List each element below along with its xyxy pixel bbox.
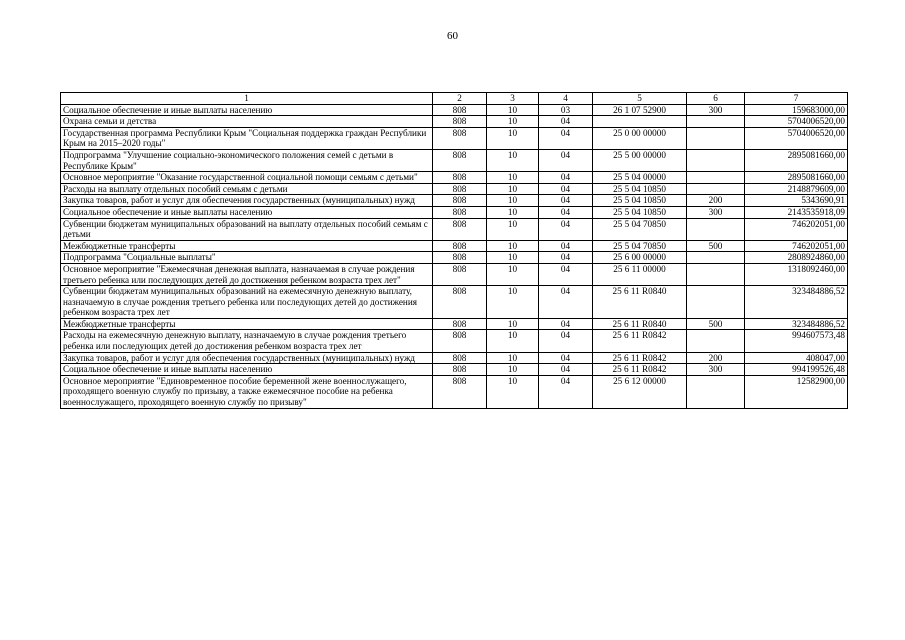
row-target-article: 26 1 07 52900 (593, 104, 687, 116)
header-col-4: 4 (539, 93, 593, 105)
row-amount: 1318092460,00 (745, 263, 848, 285)
row-target-article: 25 5 04 10850 (593, 195, 687, 207)
row-section-code: 10 (487, 375, 539, 408)
table-row (61, 318, 848, 330)
table-row (61, 330, 848, 352)
table-row (61, 183, 848, 195)
row-name: Государственная программа Республики Крым "Социальная поддержка граждан Республики Крым на 2015–2020 годы" (61, 127, 433, 149)
row-amount: 994607573,48 (745, 330, 848, 352)
row-expense-type: 200 (687, 195, 745, 207)
row-name: Расходы на выплату отдельных пособий семьям с детьми (61, 183, 433, 195)
row-target-article: 25 5 04 10850 (593, 206, 687, 218)
table-row (61, 172, 848, 184)
row-grbs-code: 808 (433, 149, 487, 171)
row-amount: 5343690,91 (745, 195, 848, 207)
table-row (61, 286, 848, 319)
row-section-code: 10 (487, 364, 539, 376)
table-row (61, 263, 848, 285)
row-amount: 746202051,00 (745, 240, 848, 252)
row-expense-type (687, 263, 745, 285)
row-subsection-code: 03 (539, 104, 593, 116)
row-target-article: 25 5 04 00000 (593, 172, 687, 184)
row-subsection-code: 04 (539, 330, 593, 352)
row-subsection-code: 04 (539, 240, 593, 252)
header-col-6: 6 (687, 93, 745, 105)
table-row (61, 352, 848, 364)
row-section-code: 10 (487, 172, 539, 184)
row-subsection-code: 04 (539, 206, 593, 218)
table-row (61, 252, 848, 264)
row-target-article (593, 116, 687, 128)
row-target-article: 25 6 11 R0840 (593, 318, 687, 330)
table-row (61, 218, 848, 240)
row-amount: 2143535918,09 (745, 206, 848, 218)
row-section-code: 10 (487, 104, 539, 116)
row-expense-type (687, 116, 745, 128)
header-col-5: 5 (593, 93, 687, 105)
row-subsection-code: 04 (539, 318, 593, 330)
row-grbs-code: 808 (433, 318, 487, 330)
table-row (61, 195, 848, 207)
row-subsection-code: 04 (539, 286, 593, 319)
row-name: Охрана семьи и детства (61, 116, 433, 128)
row-subsection-code: 04 (539, 116, 593, 128)
row-name: Закупка товаров, работ и услуг для обеспечения государственных (муниципальных) нужд (61, 352, 433, 364)
row-name: Подпрограмма "Улучшение социально-экономического положения семей с детьми в Республике Крым" (61, 149, 433, 171)
row-subsection-code: 04 (539, 172, 593, 184)
row-name: Социальное обеспечение и иные выплаты населению (61, 104, 433, 116)
header-col-1: 1 (61, 93, 433, 105)
row-grbs-code: 808 (433, 364, 487, 376)
row-grbs-code: 808 (433, 183, 487, 195)
row-section-code: 10 (487, 352, 539, 364)
row-amount: 2808924860,00 (745, 252, 848, 264)
row-name: Субвенции бюджетам муниципальных образований на выплату отдельных пособий семьям с детьми (61, 218, 433, 240)
row-expense-type: 300 (687, 206, 745, 218)
row-name: Закупка товаров, работ и услуг для обеспечения государственных (муниципальных) нужд (61, 195, 433, 207)
row-section-code: 10 (487, 240, 539, 252)
row-expense-type (687, 183, 745, 195)
row-grbs-code: 808 (433, 375, 487, 408)
row-name: Подпрограмма "Социальные выплаты" (61, 252, 433, 264)
row-amount: 323484886,52 (745, 318, 848, 330)
table-row (61, 116, 848, 128)
row-name: Социальное обеспечение и иные выплаты населению (61, 364, 433, 376)
budget-table (60, 92, 848, 409)
row-amount: 323484886,52 (745, 286, 848, 319)
row-grbs-code: 808 (433, 206, 487, 218)
row-amount: 159683000,00 (745, 104, 848, 116)
row-grbs-code: 808 (433, 352, 487, 364)
row-expense-type (687, 218, 745, 240)
row-section-code: 10 (487, 127, 539, 149)
header-col-2: 2 (433, 93, 487, 105)
row-grbs-code: 808 (433, 127, 487, 149)
row-target-article: 25 6 00 00000 (593, 252, 687, 264)
header-col-7: 7 (745, 93, 848, 105)
row-section-code: 10 (487, 263, 539, 285)
row-grbs-code: 808 (433, 286, 487, 319)
row-section-code: 10 (487, 330, 539, 352)
page-number: 60 (447, 30, 458, 42)
row-target-article: 25 6 12 00000 (593, 375, 687, 408)
row-amount: 2895081660,00 (745, 172, 848, 184)
table-body (61, 104, 848, 408)
row-name: Межбюджетные трансферты (61, 318, 433, 330)
row-target-article: 25 6 11 R0842 (593, 352, 687, 364)
row-subsection-code: 04 (539, 364, 593, 376)
row-amount: 2148879609,00 (745, 183, 848, 195)
row-amount: 408047,00 (745, 352, 848, 364)
row-expense-type: 300 (687, 104, 745, 116)
row-section-code: 10 (487, 218, 539, 240)
row-section-code: 10 (487, 206, 539, 218)
row-grbs-code: 808 (433, 116, 487, 128)
row-expense-type (687, 172, 745, 184)
row-amount: 746202051,00 (745, 218, 848, 240)
row-subsection-code: 04 (539, 352, 593, 364)
row-expense-type (687, 330, 745, 352)
row-grbs-code: 808 (433, 195, 487, 207)
row-expense-type: 500 (687, 318, 745, 330)
row-subsection-code: 04 (539, 218, 593, 240)
row-target-article: 25 6 11 R0842 (593, 364, 687, 376)
row-grbs-code: 808 (433, 104, 487, 116)
row-expense-type (687, 286, 745, 319)
table-row (61, 149, 848, 171)
row-name: Субвенции бюджетам муниципальных образований на ежемесячную денежную выплату, назначаемую в случае рождения третьего ребенка или последующих детей до достижения ребенком возраста трех лет (61, 286, 433, 319)
row-amount: 5704006520,00 (745, 116, 848, 128)
row-name: Основное мероприятие "Ежемесячная денежная выплата, назначаемая в случае рождения третьего ребенка или последующих детей до достижения ребенком возраста трех лет" (61, 263, 433, 285)
row-name: Основное мероприятие "Оказание государственной социальной помощи семьям с детьми" (61, 172, 433, 184)
table-row (61, 127, 848, 149)
row-name: Социальное обеспечение и иные выплаты населению (61, 206, 433, 218)
row-name: Основное мероприятие "Единовременное пособие беременной жене военнослужащего, проходящего военную службу по призыву, а также ежемесячное пособие на ребенка военнослужащего, проходящего военную службу по призыву" (61, 375, 433, 408)
row-expense-type: 500 (687, 240, 745, 252)
row-expense-type: 300 (687, 364, 745, 376)
row-amount: 12582900,00 (745, 375, 848, 408)
row-subsection-code: 04 (539, 127, 593, 149)
row-section-code: 10 (487, 318, 539, 330)
row-name: Межбюджетные трансферты (61, 240, 433, 252)
table-header-row (61, 93, 848, 105)
table-row (61, 206, 848, 218)
row-grbs-code: 808 (433, 172, 487, 184)
row-grbs-code: 808 (433, 252, 487, 264)
row-subsection-code: 04 (539, 195, 593, 207)
header-col-3: 3 (487, 93, 539, 105)
row-target-article: 25 6 11 R0840 (593, 286, 687, 319)
row-section-code: 10 (487, 286, 539, 319)
row-grbs-code: 808 (433, 330, 487, 352)
row-section-code: 10 (487, 116, 539, 128)
row-grbs-code: 808 (433, 263, 487, 285)
row-section-code: 10 (487, 149, 539, 171)
row-amount: 5704006520,00 (745, 127, 848, 149)
row-target-article: 25 5 04 70850 (593, 240, 687, 252)
row-expense-type (687, 127, 745, 149)
row-grbs-code: 808 (433, 218, 487, 240)
table-row (61, 375, 848, 408)
row-expense-type: 200 (687, 352, 745, 364)
table-row (61, 104, 848, 116)
row-subsection-code: 04 (539, 149, 593, 171)
table-row (61, 364, 848, 376)
row-expense-type (687, 252, 745, 264)
row-section-code: 10 (487, 183, 539, 195)
row-subsection-code: 04 (539, 183, 593, 195)
row-section-code: 10 (487, 252, 539, 264)
row-target-article: 25 5 04 10850 (593, 183, 687, 195)
row-subsection-code: 04 (539, 263, 593, 285)
row-target-article: 25 6 11 00000 (593, 263, 687, 285)
table-row (61, 240, 848, 252)
row-subsection-code: 04 (539, 252, 593, 264)
row-name: Расходы на ежемесячную денежную выплату, назначаемую в случае рождения третьего ребенка или последующих детей до достижения ребенком возраста трех лет (61, 330, 433, 352)
row-amount: 2895081660,00 (745, 149, 848, 171)
row-grbs-code: 808 (433, 240, 487, 252)
row-target-article: 25 5 00 00000 (593, 149, 687, 171)
row-target-article: 25 5 04 70850 (593, 218, 687, 240)
row-target-article: 25 0 00 00000 (593, 127, 687, 149)
row-subsection-code: 04 (539, 375, 593, 408)
row-target-article: 25 6 11 R0842 (593, 330, 687, 352)
row-expense-type (687, 375, 745, 408)
row-amount: 994199526,48 (745, 364, 848, 376)
row-expense-type (687, 149, 745, 171)
row-section-code: 10 (487, 195, 539, 207)
